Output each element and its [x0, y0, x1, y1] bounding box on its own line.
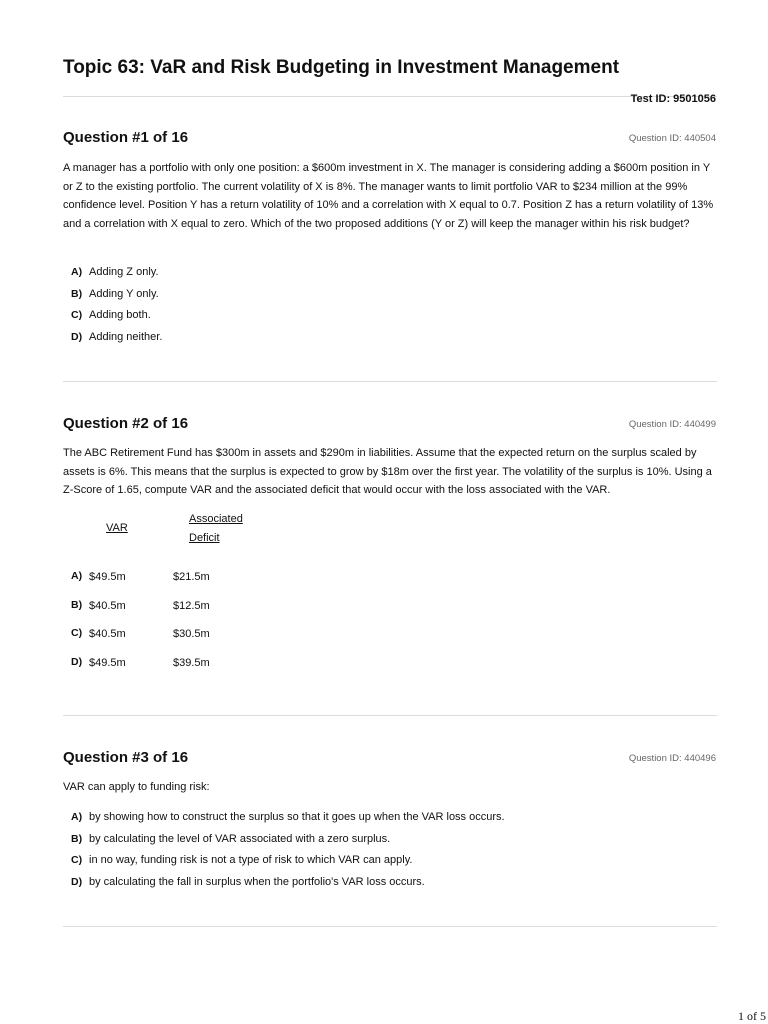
question-1-heading: Question #1 of 16	[63, 129, 189, 146]
option-letter: B)	[71, 287, 83, 300]
question-3-id: Question ID: 440496	[628, 753, 716, 764]
question-3-heading: Question #3 of 16	[63, 749, 189, 766]
option-var-value: $49.5m	[89, 571, 126, 583]
option-text: by showing how to construct the surplus so that it goes up when the VAR loss occurs.	[89, 811, 505, 823]
option-text: Adding both.	[89, 309, 151, 322]
question-1-id: Question ID: 440504	[628, 133, 716, 144]
question-2-text: The ABC Retirement Fund has $300m in assets and $290m in liabilities. Assume that the expected return on the surplus scaled by assets is 6%. This means that the surplus is expected to grow by $18m over the first year. The volatility of the surplus is 10%. Using a Z-Score of 1.65, compute VAR and the associated deficit that would occur with the loss associated with the VAR.	[63, 447, 712, 496]
question-1-option-d[interactable]	[71, 330, 162, 352]
option-deficit-value: $21.5m	[173, 571, 210, 583]
question-divider	[63, 715, 717, 716]
option-letter: C)	[71, 309, 83, 322]
option-deficit-value: $12.5m	[173, 600, 210, 612]
question-3-options	[71, 810, 505, 897]
option-text: Adding Y only.	[89, 287, 159, 300]
option-text: Adding neither.	[89, 331, 163, 344]
question-divider	[63, 381, 717, 382]
question-3-option-c[interactable]	[71, 853, 505, 875]
option-deficit-value: $30.5m	[173, 628, 210, 640]
question-3-option-d[interactable]	[71, 875, 505, 897]
option-letter: A)	[71, 811, 83, 823]
page-number: 1 of 5	[738, 1009, 766, 1023]
option-letter: A)	[71, 570, 83, 582]
question-1-option-c[interactable]	[71, 308, 162, 330]
option-letter: B)	[71, 832, 83, 845]
question-1-option-b[interactable]	[71, 287, 162, 309]
option-letter: C)	[71, 627, 83, 639]
option-var-value: $40.5m	[89, 600, 126, 612]
title-divider	[63, 96, 717, 97]
question-2-id: Question ID: 440499	[628, 419, 716, 430]
option-letter: B)	[71, 599, 83, 611]
option-text: Adding Z only.	[89, 266, 159, 278]
option-text: by calculating the fall in surplus when the portfolio's VAR loss occurs.	[89, 876, 425, 889]
column-header-deficit-line1: Associated	[189, 513, 243, 525]
question-3-option-b[interactable]	[71, 832, 505, 854]
option-letter: D)	[71, 656, 83, 668]
question-1-text: A manager has a portfolio with only one position: a $600m investment in X. The manager is considering adding a $600m position in Y or Z to the existing portfolio. The current volatility of X is 8%. The manager wants to limit portfolio VAR to $234 million at the 99% confidence level. Position Y has a return volatility of 10% and a correlation with X equal to 0.7. Position Z has a return volatility of 13% and a correlation with X equal to zero. Which of the two proposed additions (Y or Z) will keep the manager within his risk budget?	[63, 162, 714, 230]
column-header-deficit-line2: Deficit	[189, 532, 220, 544]
question-1-option-a[interactable]	[71, 265, 162, 287]
option-deficit-value: $39.5m	[173, 657, 210, 669]
page-title: Topic 63: VaR and Risk Budgeting in Investment Management	[63, 57, 620, 78]
option-letter: D)	[71, 331, 83, 344]
option-text: by calculating the level of VAR associated with a zero surplus.	[89, 832, 391, 845]
option-letter: A)	[71, 266, 83, 278]
column-header-var: VAR	[106, 522, 128, 534]
test-id: Test ID: 9501056	[630, 93, 716, 105]
question-divider	[63, 926, 717, 927]
option-var-value: $40.5m	[89, 628, 126, 640]
question-3-option-a[interactable]	[71, 810, 505, 832]
question-3-text: VAR can apply to funding risk:	[63, 781, 210, 793]
option-letter: D)	[71, 876, 83, 889]
option-var-value: $49.5m	[89, 657, 126, 669]
option-text: in no way, funding risk is not a type of risk to which VAR can apply.	[89, 854, 413, 867]
question-2-heading: Question #2 of 16	[63, 415, 189, 432]
option-letter: C)	[71, 854, 83, 867]
question-1-options	[71, 265, 162, 352]
